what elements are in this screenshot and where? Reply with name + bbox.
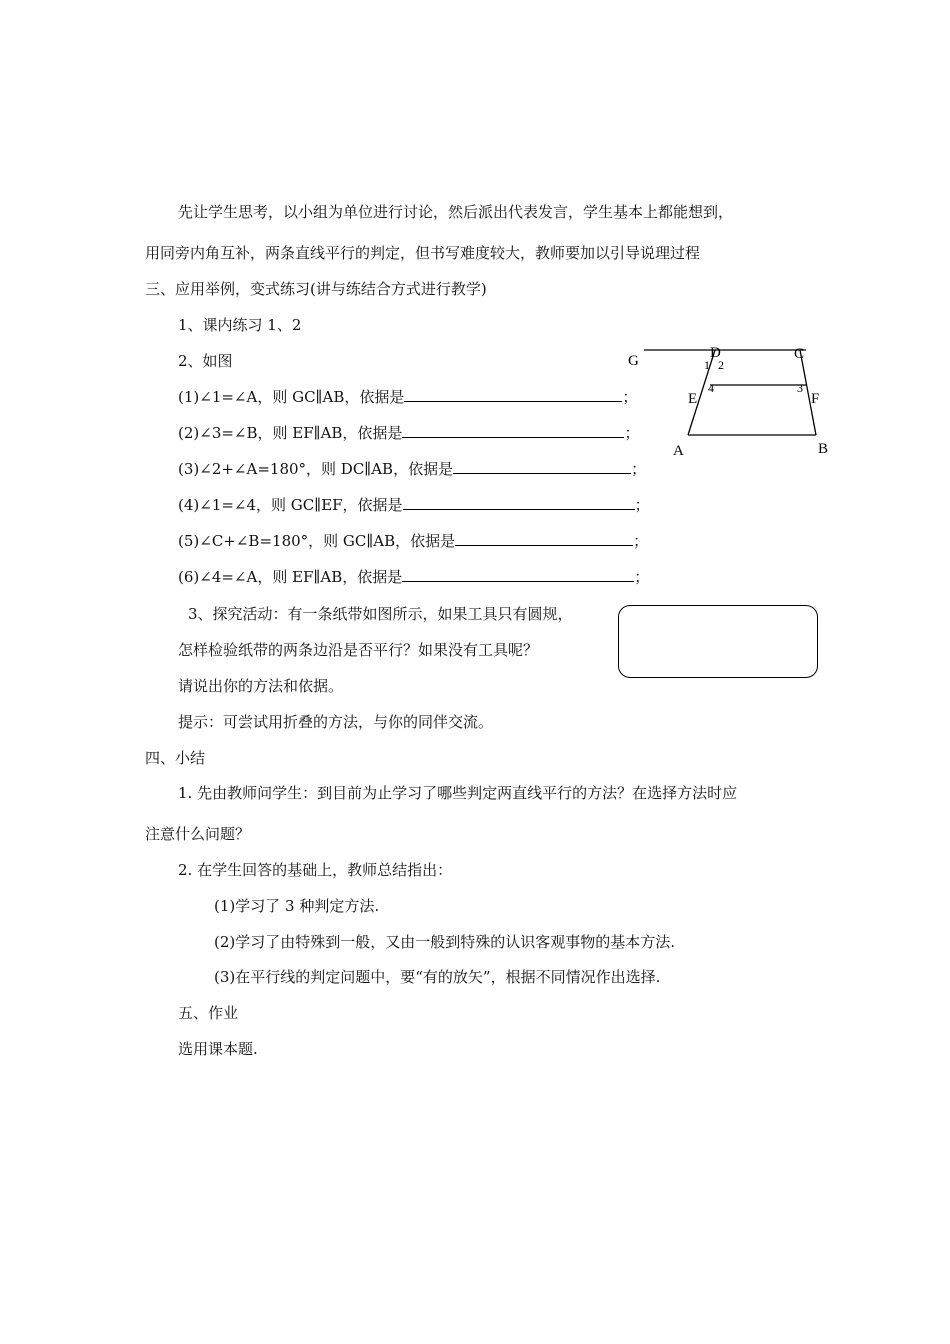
angle-label-4: 4 [708,381,714,395]
exercise-4-blank[interactable] [403,495,635,510]
paper-tape-figure [618,605,818,678]
exercise-6 [178,567,649,587]
label-b: B [818,441,829,457]
angle-label-2: 2 [718,358,724,372]
exercise-4-text: (4)∠1=∠4，则 GC∥EF，依据是 [178,496,403,514]
exercise-1 [178,387,637,407]
item-2: 2、如图 [178,352,233,370]
exercise-1-text: (1)∠1=∠A，则 GC∥AB，依据是 [178,388,405,406]
exercise-3-text: (3)∠2+∠A=180°，则 DC∥AB，依据是 [178,460,454,478]
exercise-5-text: (5)∠C+∠B=180°，则 GC∥AB，依据是 [178,532,456,550]
label-a: A [673,443,684,459]
intro-line-2: 用同旁内角互补，两条直线平行的判定，但书写难度较大，教师要加以引导说理过程 [145,244,701,262]
summary-question-1a: 1. 先由教师问学生：到目前为止学习了哪些判定两直线平行的方法？在选择方法时应 [178,784,738,802]
label-e: E [688,391,698,407]
label-f: F [811,391,820,407]
exercise-3-end: ； [631,460,647,478]
exercise-4 [178,495,650,515]
summary-point-1: (1)学习了 3 种判定方法. [214,897,380,915]
explore-line-1: 3、探究活动：有一条纸带如图所示，如果工具只有圆规， [188,605,573,623]
summary-question-1b: 注意什么问题？ [145,825,251,843]
exercise-6-end: ； [634,568,650,586]
intro-line-1: 先让学生思考，以小组为单位进行讨论，然后派出代表发言，学生基本上都能想到， [178,203,734,221]
exercise-6-text: (6)∠4=∠A，则 EF∥AB，依据是 [178,568,403,586]
angle-label-1: 1 [704,358,710,372]
item-1: 1、课内练习 1、2 [178,316,302,334]
section-5-heading: 五、作业 [178,1004,239,1022]
section-3-heading: 三、应用举例，变式练习(讲与练结合方式进行教学) [145,280,487,298]
exercise-2-end: ； [624,424,640,442]
explore-line-3: 请说出你的方法和依据。 [178,677,344,695]
section-4-heading: 四、小结 [145,749,206,767]
exercise-5-end: ； [633,532,649,550]
exercise-1-blank[interactable] [404,387,622,402]
exercise-5 [178,531,648,551]
exercise-4-end: ； [634,496,650,514]
exercise-1-end: ； [622,388,638,406]
exercise-2 [178,423,639,443]
summary-point-3: (3)在平行线的判定问题中，要“有的放矢”，根据不同情况作出选择. [214,968,661,986]
explore-line-2: 怎样检验纸带的两条边沿是否平行？如果没有工具呢？ [178,641,539,659]
exercise-2-blank[interactable] [402,423,624,438]
trapezoid-figure [620,338,840,466]
homework-text: 选用课本题. [178,1040,258,1058]
label-g: G [628,353,639,369]
exercise-6-blank[interactable] [402,567,634,582]
label-d: D [710,345,721,361]
label-c: C [794,346,805,362]
hint-line: 提示：可尝试用折叠的方法，与你的同伴交流。 [178,713,494,731]
exercise-3-blank[interactable] [453,459,631,474]
summary-question-2: 2. 在学生回答的基础上，教师总结指出： [178,861,453,879]
exercise-3 [178,459,646,479]
exercise-5-blank[interactable] [455,531,633,546]
exercise-2-text: (2)∠3=∠B，则 EF∥AB，依据是 [178,424,403,442]
summary-point-2: (2)学习了由特殊到一般，又由一般到特殊的认识客观事物的基本方法. [214,933,676,951]
angle-label-3: 3 [797,381,803,395]
